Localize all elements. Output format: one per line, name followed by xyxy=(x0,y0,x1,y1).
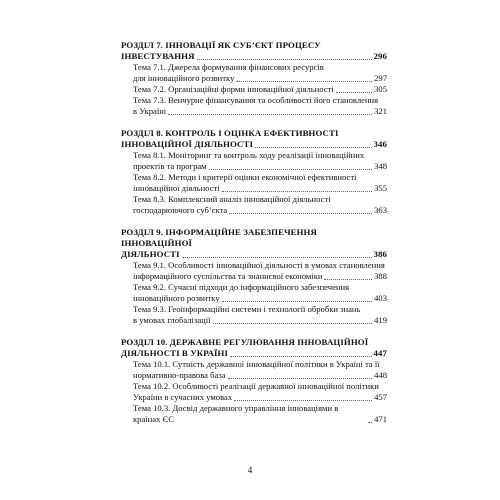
dot-leader xyxy=(228,377,373,379)
toc-item xyxy=(121,359,387,381)
dot-leader xyxy=(182,256,372,258)
page-number: 4 xyxy=(247,465,253,475)
toc-item-text-cont: інформаційного суспільства та знаннєвої економіки xyxy=(133,271,323,281)
section-title: РОЗДІЛ 9. ІНФОРМАЦІЙНЕ ЗАБЕЗПЕЧЕННЯ ІННОВАЦІЙНОЇ xyxy=(121,227,317,248)
section-title-line xyxy=(121,227,387,249)
section-title-line xyxy=(121,51,387,62)
section-title: РОЗДІЛ 10. ДЕРЖАВНЕ РЕГУЛЮВАННЯ ІННОВАЦІЙНОЇ xyxy=(121,337,369,347)
section-page-number: 447 xyxy=(373,348,387,358)
toc-item-text-cont: інноваційного розвитку xyxy=(133,293,220,303)
toc-item xyxy=(121,381,387,403)
toc-page-number: 363 xyxy=(374,205,387,215)
section-title: РОЗДІЛ 7. ІННОВАЦІЇ ЯК СУБ’ЄКТ ПРОЦЕСУ xyxy=(121,40,321,50)
toc-item-text-cont: господарюючого суб’єкта xyxy=(133,205,228,215)
dot-leader xyxy=(209,168,372,170)
toc-item xyxy=(121,172,387,194)
section-title: РОЗДІЛ 8. КОНТРОЛЬ І ОЦІНКА ЕФЕКТИВНОСТІ xyxy=(121,128,339,138)
section-page-number: 346 xyxy=(373,139,387,149)
dot-leader xyxy=(230,355,371,357)
toc-page-number: 457 xyxy=(374,392,387,402)
toc-page-number: 348 xyxy=(374,161,387,171)
toc-page-number: 403 xyxy=(374,293,387,303)
toc-page-number: 471 xyxy=(374,414,387,424)
toc-page-number: 448 xyxy=(374,370,387,380)
toc-item-text: Тема 10.1. Сутність державної інноваційної політики в Україні та її xyxy=(133,359,380,369)
toc-page-number: 419 xyxy=(374,315,387,325)
toc-item-text-cont: в умовах глобалізації xyxy=(133,315,211,325)
dot-leader xyxy=(197,58,372,60)
toc-item-text-cont: в Україні xyxy=(133,106,167,116)
dot-leader xyxy=(324,278,372,280)
dot-leader xyxy=(168,113,372,115)
dot-leader xyxy=(255,146,372,148)
toc-item-text-cont: нормативно-правова база xyxy=(133,370,226,380)
dot-leader xyxy=(368,421,372,423)
dot-leader xyxy=(222,190,372,192)
dot-leader xyxy=(336,91,372,93)
toc-item-text-cont: України в сучасних умовах xyxy=(133,392,233,402)
toc-item-text: Тема 7.3. Венчурне фінансування та особливості його становлення xyxy=(133,95,379,105)
section-9 xyxy=(121,227,387,326)
section-7 xyxy=(121,40,387,117)
toc-item xyxy=(121,62,387,84)
section-page-number: 296 xyxy=(373,51,387,61)
toc-item-text-cont: проектів та програм xyxy=(133,161,207,171)
toc-item-text: Тема 7.2. Організаційні форми інноваційної діяльності xyxy=(133,84,334,94)
toc-item-text: Тема 8.2. Методи і критерії оцінки економічної ефективності xyxy=(133,172,357,182)
section-title-line xyxy=(121,337,387,348)
toc-item-text: Тема 10.3. Досвід державного управління інноваціями в країнах ЄС xyxy=(133,403,339,424)
toc-item xyxy=(121,304,387,326)
toc-item-text: Тема 10.2. Особливості реалізації державної інноваційної політики xyxy=(133,381,379,391)
toc-item xyxy=(121,282,387,304)
toc-item xyxy=(121,194,387,216)
section-title-cont: ІННОВАЦІЙНОЇ ДІЯЛЬНОСТІ xyxy=(121,139,253,149)
dot-leader xyxy=(213,322,373,324)
toc-item xyxy=(121,150,387,172)
section-title-cont: ДІЯЛЬНОСТІ В УКРАЇНІ xyxy=(121,348,229,358)
toc-item xyxy=(121,403,387,425)
section-10 xyxy=(121,337,387,425)
toc-page-number: 321 xyxy=(374,106,387,116)
toc-item-text: Тема 9.3. Геоінформаційні системи і технології обробки знань xyxy=(133,304,361,314)
dot-leader xyxy=(234,399,372,401)
section-8 xyxy=(121,128,387,216)
toc-page-number: 297 xyxy=(374,73,387,83)
section-title-line xyxy=(121,139,387,150)
dot-leader xyxy=(229,212,372,214)
toc-item xyxy=(121,84,387,95)
toc-item xyxy=(121,260,387,282)
section-title-line xyxy=(121,348,387,359)
section-title-line xyxy=(121,249,387,260)
toc-item-text-cont: інноваційної діяльності xyxy=(133,183,220,193)
dot-leader xyxy=(222,300,372,302)
toc-item-text: Тема 7.1. Джерела формування фінансових ресурсів xyxy=(133,62,324,72)
dot-leader xyxy=(236,80,372,82)
toc-item-text: Тема 8.3. Комплексний аналіз інноваційної діяльності xyxy=(133,194,331,204)
toc-item-text: Тема 8.1. Моніторинг та контроль ходу реалізації інноваційних xyxy=(133,150,365,160)
section-title-line xyxy=(121,128,387,139)
toc-item-text-cont: для інноваційного розвитку xyxy=(133,73,235,83)
section-page-number: 386 xyxy=(373,249,387,259)
toc-page-number: 305 xyxy=(374,84,387,94)
table-of-contents xyxy=(121,40,387,436)
toc-page-number: 355 xyxy=(374,183,387,193)
section-title-line xyxy=(121,40,387,51)
toc-item-text: Тема 9.2. Сучасні підходи до інформаційного забезпечення xyxy=(133,282,350,292)
toc-page-number: 388 xyxy=(374,271,387,281)
section-title-cont: ІНВЕСТУВАННЯ xyxy=(121,51,195,61)
section-title-cont: ДІЯЛЬНОСТІ xyxy=(121,249,180,259)
toc-item xyxy=(121,95,387,117)
toc-item-text: Тема 9.1. Особливості інноваційної діяльності в умовах становлення xyxy=(133,260,385,270)
